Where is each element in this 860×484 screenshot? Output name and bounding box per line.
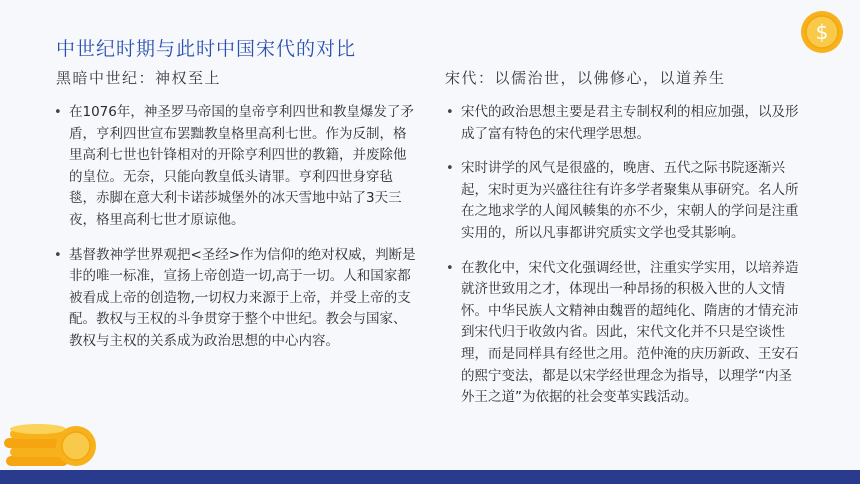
bullet-text: 在1076年，神圣罗马帝国的皇帝亨利四世和教皇爆发了矛盾，亨利四世宣布罢黜教皇格里高利七世。作为反制，格里高利七世也针锋相对的开除亨利四世的教籍，并废除他的皇位。无奈，只能向教皇低头请罪。亨利四世身穿毡毯，赤脚在意大利卡诺莎城堡外的冰天雪地中站了3天三夜，格里高利七世才原谅他。 bbox=[69, 104, 414, 228]
bullet-icon: • bbox=[446, 260, 454, 276]
left-subtitle: 黑暗中世纪：神权至上 bbox=[56, 69, 222, 87]
list-item bbox=[446, 102, 802, 145]
bullet-icon: • bbox=[446, 161, 454, 177]
bullet-text: 在教化中，宋代文化强调经世，注重实学实用，以培养造就济世致用之才，体现出一种昂扬的积极入世的人文情怀。中华民族人文精神由魏晋的超纯化、隋唐的才情充沛到宋代归于收敛内省。因此，宋代文化并不只是空谈性理，而是同样具有经世之用。范仲淹的庆历新政、王安石的熙宁变法，都是以宋学经世理念为指导，以理学“内圣外王之道”为依据的社会变革实践活动。 bbox=[461, 259, 799, 406]
bullet-text: 宋时讲学的风气是很盛的，晚唐、五代之际书院逐渐兴起，宋时更为兴盛往往有许多学者聚集从事研究。名人所在之地求学的人闻风輳集的亦不少，宋朝人的学问是注重实用的，所以凡事都讲究质实文学也受其影响。 bbox=[461, 160, 799, 241]
bullet-icon: • bbox=[54, 105, 62, 120]
left-bullet-list bbox=[54, 102, 416, 366]
list-item bbox=[446, 258, 802, 409]
coin-icon bbox=[800, 10, 844, 54]
right-bullet-list bbox=[446, 102, 802, 422]
bullet-icon: • bbox=[54, 247, 62, 263]
slide-title: 中世纪时期与此时中国宋代的对比 bbox=[56, 38, 357, 60]
coin-stack-icon bbox=[0, 412, 110, 474]
list-item bbox=[54, 102, 416, 232]
list-item bbox=[54, 245, 416, 353]
bullet-text: 基督教神学世界观把<圣经>作为信仰的绝对权威，判断是非的唯一标准，宣扬上帝创造一切,高于一切。人和国家都被看成上帝的创造物,一切权力来源于上帝，并受上帝的支配。教权与王权的斗争贯穿于整个中世纪。教会与国家、教权与主权的关系成为政治思想的中心内容。 bbox=[69, 246, 416, 349]
list-item bbox=[446, 158, 802, 244]
bullet-icon: • bbox=[446, 105, 454, 120]
bottom-bar bbox=[0, 470, 860, 484]
bullet-text: 宋代的政治思想主要是君主专制权利的相应加强，以及形成了富有特色的宋代理学思想。 bbox=[461, 104, 799, 142]
coin-symbol: $ bbox=[815, 20, 829, 44]
right-subtitle: 宋代：以儒治世，以佛修心，以道养生 bbox=[445, 69, 726, 87]
